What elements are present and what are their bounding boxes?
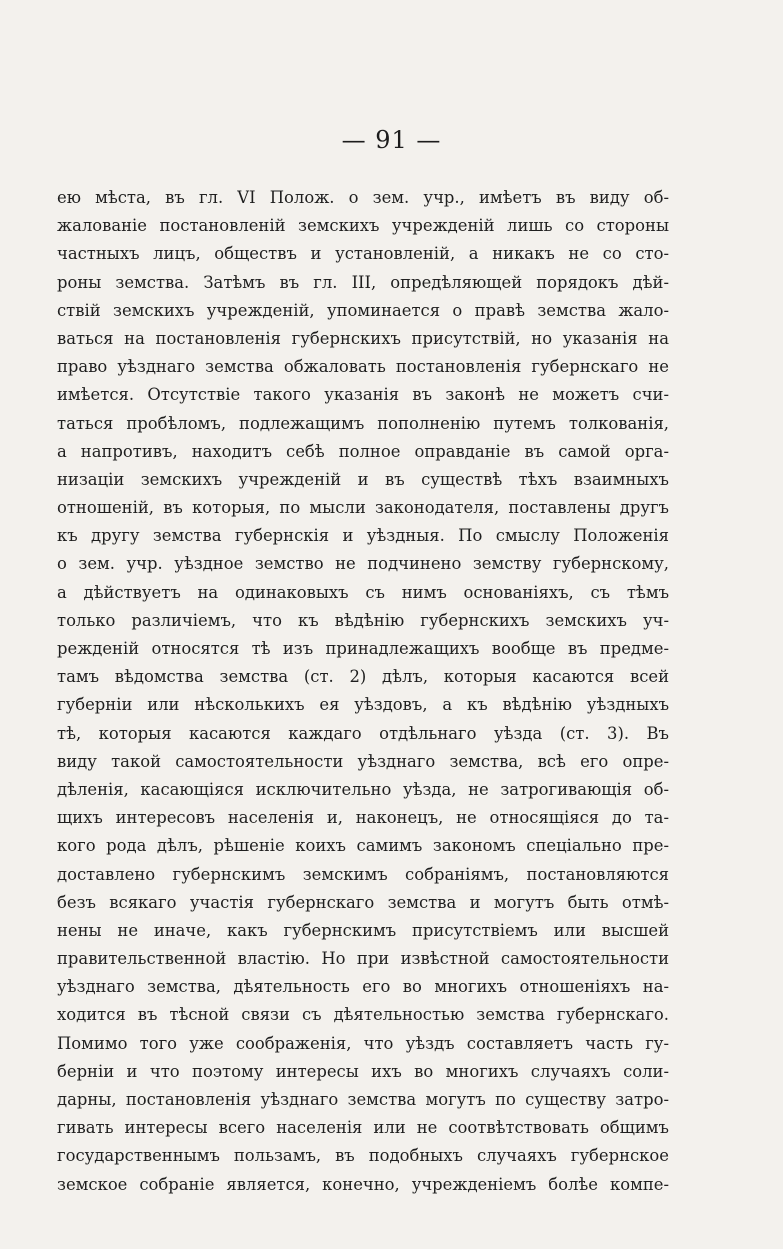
text-line: режденій относятся тѣ изъ принадлежащихъ вообще въ предме- <box>57 639 669 658</box>
text-line: государственнымъ пользамъ, въ подобныхъ случаяхъ губернское <box>57 1146 669 1166</box>
text-line: а дѣйствуетъ на одинаковыхъ съ нимъ основаніяхъ, съ тѣмъ <box>57 582 669 602</box>
text-line: имѣется. Отсутствіе такого указанія въ законѣ не можетъ счи- <box>57 385 669 405</box>
text-line: дѣленія, касающіяся исключительно уѣзда, не затрогивающія об- <box>57 779 669 799</box>
text-line: доставлено губернскимъ земскимъ собраніямъ, постановляются <box>57 864 669 884</box>
text-line: только различіемъ, что къ вѣдѣнію губернскихъ земскихъ уч- <box>57 610 669 630</box>
text-line: безъ всякаго участія губернскаго земства и могутъ быть отмѣ- <box>57 892 669 912</box>
text-line: жалованіе постановленій земскихъ учрежденій лишь со стороны <box>57 216 669 236</box>
text-line: частныхъ лицъ, обществъ и установленій, а никакъ не со сто- <box>57 244 669 264</box>
body-text <box>57 184 669 1199</box>
text-line: правительственной властію. Но при извѣстной самостоятельности <box>57 949 669 969</box>
text-line: отношеній, въ которыя, по мысли законодателя, поставлены другъ <box>57 498 669 518</box>
text-line: щихъ интересовъ населенія и, наконецъ, не относящіяся до та- <box>57 808 669 828</box>
text-line: губерніи или нѣсколькихъ ея уѣздовъ, а къ вѣдѣнію уѣздныхъ <box>57 695 669 715</box>
text-line: берніи и что поэтому интересы ихъ во многихъ случаяхъ соли- <box>57 1061 669 1081</box>
text-line: гивать интересы всего населенія или не соотвѣтствовать общимъ <box>57 1118 669 1138</box>
text-line: тѣ, которыя касаются каждаго отдѣльнаго уѣзда (ст. 3). Въ <box>57 723 669 743</box>
text-line: ствій земскихъ учрежденій, упоминается о правѣ земства жало- <box>57 300 669 320</box>
page-number: — 91 — <box>341 126 442 154</box>
text-line: право уѣзднаго земства обжаловать постановленія губернскаго не <box>57 357 669 377</box>
text-line: къ другу земства губернскія и уѣздныя. По смыслу Положенія <box>57 526 669 546</box>
text-line: таться пробѣломъ, подлежащимъ пополненію путемъ толкованія, <box>57 413 669 433</box>
text-line: роны земства. Затѣмъ въ гл. III, опредѣляющей порядокъ дѣй- <box>57 272 669 292</box>
text-line: дарны, постановленія уѣзднаго земства могутъ по существу затро- <box>57 1090 669 1109</box>
text-line: о зем. учр. уѣздное земство не подчинено земству губернскому, <box>57 554 669 574</box>
text-line: Помимо того уже соображенія, что уѣздъ составляетъ часть гу- <box>57 1033 669 1053</box>
text-line: виду такой самостоятельности уѣзднаго земства, всѣ его опре- <box>57 751 669 771</box>
text-line: низаціи земскихъ учрежденій и въ существѣ тѣхъ взаимныхъ <box>57 469 669 489</box>
text-line: ваться на постановленія губернскихъ присутствій, но указанія на <box>57 328 669 348</box>
text-line: земское собраніе является, конечно, учрежденіемъ болѣе компе- <box>57 1174 669 1194</box>
text-line: а напротивъ, находитъ себѣ полное оправданіе въ самой орга- <box>57 441 669 461</box>
text-line: ходится въ тѣсной связи съ дѣятельностью земства губернскаго. <box>57 1005 669 1025</box>
text-line: тамъ вѣдомства земства (ст. 2) дѣлъ, которыя касаются всей <box>57 667 669 687</box>
text-line: нены не иначе, какъ губернскимъ присутствіемъ или высшей <box>57 920 669 940</box>
text-line: уѣзднаго земства, дѣятельность его во многихъ отношеніяхъ на- <box>57 977 669 997</box>
text-line: ею мѣста, въ гл. VI Полож. о зем. учр., имѣетъ въ виду об- <box>57 188 669 207</box>
text-line: кого рода дѣлъ, рѣшеніе коихъ самимъ закономъ спеціально пре- <box>57 836 669 856</box>
